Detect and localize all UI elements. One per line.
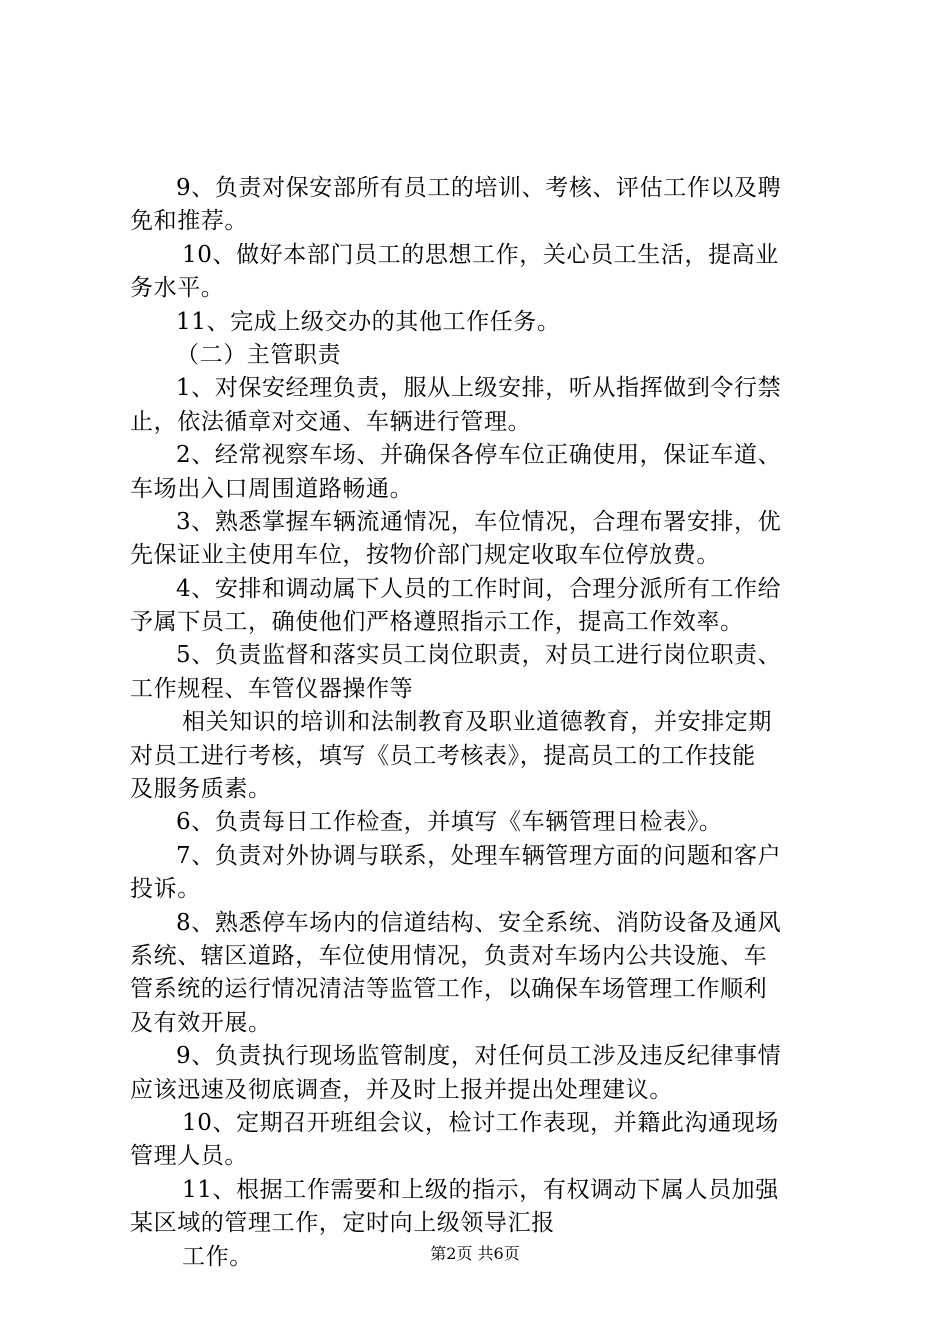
text-line: 先保证业主使用车位，按物价部门规定收取车位停放费。 [130,542,720,569]
text-line: 投诉。 [130,876,201,903]
page-footer: 第2页 共6页 [430,1244,520,1263]
document-body [130,172,830,1274]
text-line: 7、负责对外协调与联系，处理车辆管理方面的问题和客户 [176,842,782,869]
text-line: 管理人员。 [130,1143,248,1170]
text-line: 车场出入口周围道路畅通。 [130,475,414,502]
text-line: 管系统的运行情况清洁等监管工作，以确保车场管理工作顺利 [130,976,768,1003]
text-line: 11、根据工作需要和上级的指示，有权调动下属人员加强 [182,1176,779,1203]
text-line: 系统、辖区道路，车位使用情况，负责对车场内公共设施、车 [130,942,768,969]
text-line: 工作规程、车管仪器操作等 [130,675,414,702]
text-line: 某区域的管理工作，定时向上级领导汇报 [130,1210,555,1237]
text-line: 及有效开展。 [130,1009,272,1036]
text-line: 1、对保安经理负责，服从上级安排，听从指挥做到令行禁 [176,375,782,402]
text-line: （二）主管职责 [176,341,342,368]
text-line: 11、完成上级交办的其他工作任务。 [176,308,561,335]
text-line: 免和推荐。 [130,208,248,235]
text-line: 8、熟悉停车场内的信道结构、安全系统、消防设备及通风 [176,909,782,936]
text-line: 相关知识的培训和法制教育及职业道德教育，并安排定期 [182,709,772,736]
text-line: 2、经常视察车场、并确保各停车位正确使用，保证车道、 [176,442,782,469]
text-line: 5、负责监督和落实员工岗位职责，对员工进行岗位职责、 [176,642,782,669]
text-line: 3、熟悉掌握车辆流通情况，车位情况，合理布署安排，优 [176,508,782,535]
text-line: 6、负责每日工作检查，并填写《车辆管理日检表》。 [176,809,723,836]
text-line: 对员工进行考核，填写《员工考核表》，提高员工的工作技能 [130,742,756,769]
text-line: 4、安排和调动属下人员的工作时间，合理分派所有工作给 [176,575,782,602]
text-line: 务水平。 [130,275,225,302]
text-line: 工作。 [182,1243,253,1270]
text-line: 10、定期召开班组会议，检讨工作表现，并籍此沟通现场 [182,1109,779,1136]
text-line: 及服务质素。 [130,776,272,803]
text-line: 止，依法循章对交通、车辆进行管理。 [130,408,532,435]
text-line: 10、做好本部门员工的思想工作，关心员工生活，提高业 [182,241,779,268]
text-line: 予属下员工，确使他们严格遵照指示工作，提高工作效率。 [130,609,744,636]
text-line: 9、负责执行现场监管制度，对任何员工涉及违反纪律事情 [176,1043,782,1070]
text-line: 应该迅速及彻底调查，并及时上报并提出处理建议。 [130,1076,673,1103]
text-line: 9、负责对保安部所有员工的培训、考核、评估工作以及聘 [176,175,782,201]
